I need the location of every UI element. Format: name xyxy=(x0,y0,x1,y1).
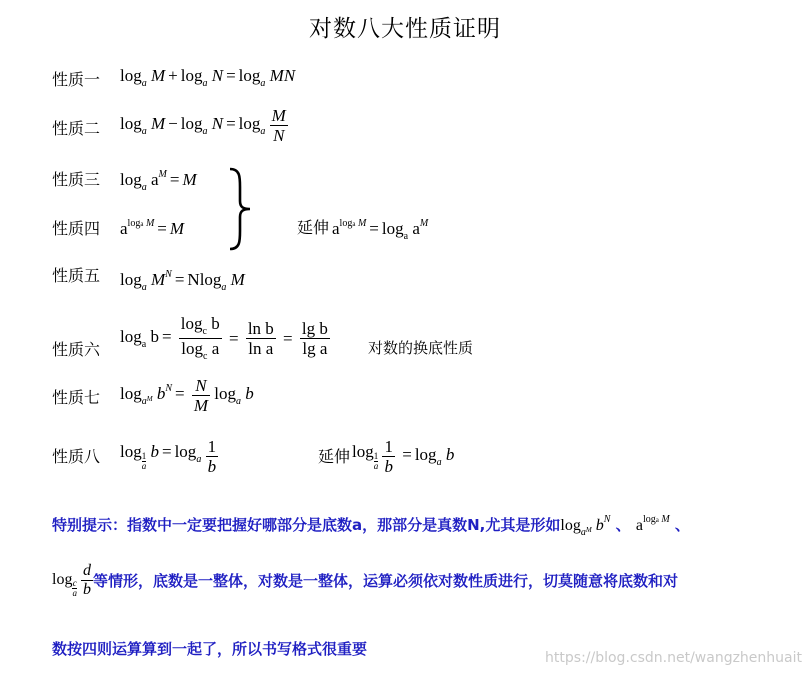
extension-label-1: 延伸 xyxy=(297,218,330,237)
property-1-label: 性质一 xyxy=(52,70,101,89)
property-6-label: 性质六 xyxy=(52,340,101,359)
tip-line-1 xyxy=(52,514,690,538)
property-4-formula: $a^{loga M} = M$ xyxy=(120,218,185,238)
property-3-label: 性质三 xyxy=(52,170,101,189)
tip-text-1: 特别提示：指数中一定要把握好哪部分是底数a，那部分是真数N,尤其是形如 xyxy=(52,516,561,534)
tip-line-2 xyxy=(52,563,678,598)
tip-formula-2: $a^{loga M}$ xyxy=(635,514,670,534)
tip-text-2: 等情形，底数是一整体，对数是一整体，运算必须依对数性质进行，切莫随意将底数和对 xyxy=(92,572,678,591)
tip-line-3: 数按四则运算算到一起了，所以书写格式很重要 xyxy=(52,640,368,658)
property-5-formula: $\log_a M^N = Nlog_a$ M xyxy=(120,269,245,293)
extension-label-2: 延伸 xyxy=(318,447,351,466)
property-7-formula: $\log_{a^M} b^N$ = $\frac{N}{M}$ $\log_a b$ xyxy=(120,376,254,415)
property-7-label: 性质七 xyxy=(52,388,101,407)
property-4-label: 性质四 xyxy=(52,219,101,238)
watermark: https://blog.csdn.net/wangzhenhuait xyxy=(545,650,802,666)
property-2-formula: $\log_a M - \log_a N = \log_a$ $\frac{M}{N}$ xyxy=(120,106,286,145)
property-5-label: 性质五 xyxy=(52,266,101,285)
right-brace-icon xyxy=(226,167,256,251)
tip-formula-3: log $\frac{c}{a}$ $\frac{d}{b}$ xyxy=(52,562,91,599)
property-8-formula: log $\frac{1}{a}$ $b = \log_a$ $\frac{1}{b}$ xyxy=(120,437,217,476)
tip-separator-2: 、 xyxy=(674,516,690,534)
extension-formula-2: log $\frac{1}{a}$ $\frac{1}{b}$ = $\log_a b$ xyxy=(352,437,455,476)
property-2-label: 性质二 xyxy=(52,119,101,138)
tip-formula-1: $\log_{a^M} b^N$ xyxy=(560,514,611,538)
change-of-base-note: 对数的换底性质 xyxy=(368,339,474,357)
extension-formula-1: $a^{loga M} = \log_a a^M$ xyxy=(332,218,429,242)
property-1-formula: $\log_a M + \log_a N = \log_a$ MN xyxy=(120,66,296,89)
property-3-formula: $\log_a a^M = M$ xyxy=(120,169,197,193)
property-8-label: 性质八 xyxy=(52,447,101,466)
property-6-formula: $\log_a b$ = $\frac{\log_c b}{\log_c a}$ = $\frac{\text{ln b}}{\text{ln a}}$ = $\frac{\text{lg b}}{\text{lg a}}$ xyxy=(120,314,328,362)
page-title: 对数八大性质证明 xyxy=(309,16,501,42)
tip-separator-1: 、 xyxy=(615,516,631,534)
